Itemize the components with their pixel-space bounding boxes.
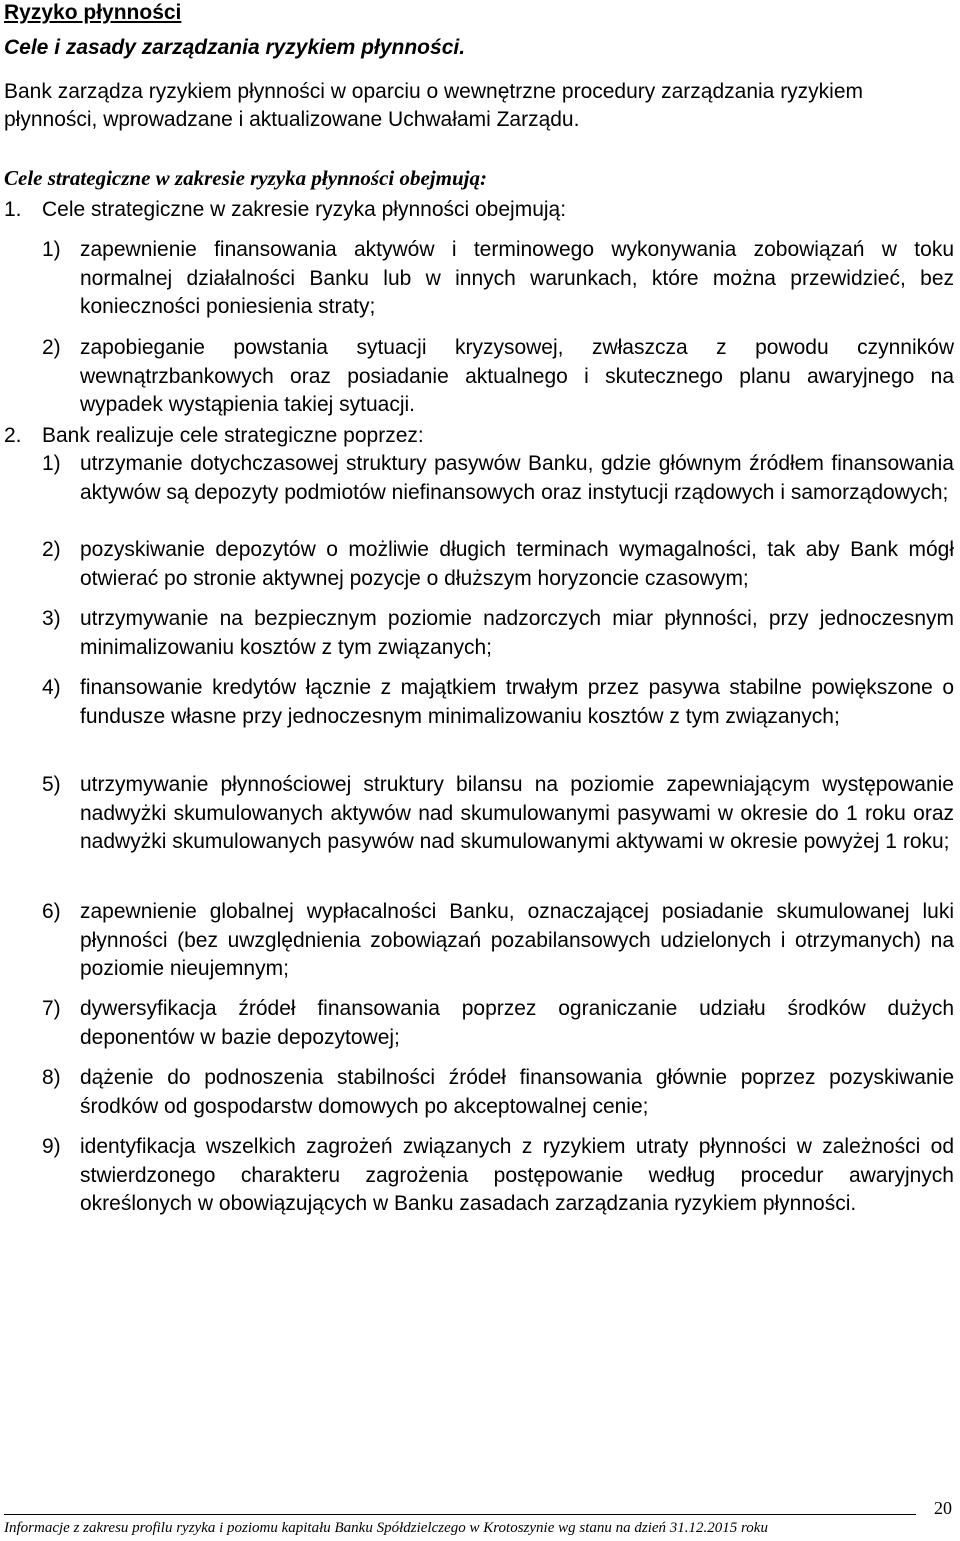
part2-item-9-label: 9) xyxy=(42,1135,61,1158)
part2-item-6-label: 6) xyxy=(42,900,61,923)
footer-text: Informacje z zakresu profilu ryzyka i poziomu kapitału Banku Spółdzielczego w Krotoszynie wg stanu na dzień 31.12.2015 roku xyxy=(4,1520,768,1536)
part2-item-3-label: 3) xyxy=(42,607,61,630)
part2-item-1-text: utrzymanie dotychczasowej struktury pasywów Banku, gdzie głównym źródłem finansowania aktywów są depozyty podmiotów niefinansowych oraz instytucji rządowych i samorządowych; xyxy=(80,452,954,504)
part2-item-8-text: dążenie do podnoszenia stabilności źródeł finansowania głównie poprzez pozyskiwanie środków od gospodarstw domowych po akceptowalnej cenie; xyxy=(80,1066,954,1118)
part2-text: Bank realizuje cele strategiczne poprzez: xyxy=(42,424,424,447)
part2-item-2-text: pozyskiwanie depozytów o możliwie długich terminach wymagalności, tak aby Bank mógł otwierać po stronie aktywnej pozycje o dłuższym horyzoncie czasowym; xyxy=(80,538,954,590)
part2-item-9-text: identyfikacja wszelkich zagrożeń związanych z ryzykiem utraty płynności w zależności od stwierdzonego charakteru zagrożenia postępowanie według procedur awaryjnych określonych w obowiązujących w Banku zasadach zarządzania ryzykiem płynności. xyxy=(80,1135,954,1215)
part2-item-4-text: finansowanie kredytów łącznie z majątkiem trwałym przez pasywa stabilne powiększone o fundusze własne przy jednoczesnym minimalizowaniu kosztów z tym związanych; xyxy=(80,676,954,728)
part2-item-6-text: zapewnienie globalnej wypłacalności Banku, oznaczającej posiadanie skumulowanej luki płynności (bez uwzględnienia zobowiązań pozabilansowych udzielonych i otrzymanych) na poziomie nieujemnym; xyxy=(80,900,954,980)
part1-item-1-text: zapewnienie finansowania aktywów i terminowego wykonywania zobowiązań w toku normalnej działalności Banku lub w innych warunkach, które można przewidzieć, bez konieczności poniesienia straty; xyxy=(80,238,954,318)
part1-number: 1. xyxy=(4,198,22,221)
page-subtitle: Cele i zasady zarządzania ryzykiem płynności. xyxy=(4,36,466,59)
part2-item-3-text: utrzymywanie na bezpiecznym poziomie nadzorczych miar płynności, przy jednoczesnym minimalizowaniu kosztów z tym związanych; xyxy=(80,607,954,659)
part2-item-2-label: 2) xyxy=(42,538,61,561)
part2-item-5-text: utrzymywanie płynnościowej struktury bilansu na poziomie zapewniającym występowanie nadwyżki skumulowanych aktywów nad skumulowanymi pasywami w okresie do 1 roku oraz nadwyżki skumulowanych pasywów nad skumulowanymi aktywami w okresie powyżej 1 roku; xyxy=(80,773,954,853)
part2-item-1-label: 1) xyxy=(42,452,61,475)
part2-item-7-text: dywersyfikacja źródeł finansowania poprzez ograniczanie udziału środków dużych deponentów w bazie depozytowej; xyxy=(80,997,954,1049)
part2-number: 2. xyxy=(4,424,22,447)
part1-item-1-label: 1) xyxy=(42,238,61,261)
intro-paragraph: Bank zarządza ryzykiem płynności w oparciu o wewnętrzne procedury zarządzania ryzykiem płynności, wprowadzane i aktualizowane Uchwałami Zarządu. xyxy=(4,80,864,131)
section-heading: Cele strategiczne w zakresie ryzyka płynności obejmują: xyxy=(4,166,487,190)
part1-item-2-label: 2) xyxy=(42,336,61,359)
footer-divider xyxy=(4,1514,916,1515)
part1-item-2-text: zapobieganie powstania sytuacji kryzysowej, zwłaszcza z powodu czynników wewnątrzbankowych oraz posiadanie aktualnego i skutecznego planu awaryjnego na wypadek wystąpienia takiej sytuacji. xyxy=(80,336,954,416)
part2-item-4-label: 4) xyxy=(42,676,61,699)
part1-text: Cele strategiczne w zakresie ryzyka płynności obejmują: xyxy=(42,198,567,221)
page-number: 20 xyxy=(934,1498,952,1518)
part2-item-7-label: 7) xyxy=(42,997,61,1020)
part2-item-5-label: 5) xyxy=(42,773,61,796)
page-title: Ryzyko płynności xyxy=(4,1,182,24)
part2-item-8-label: 8) xyxy=(42,1066,61,1089)
